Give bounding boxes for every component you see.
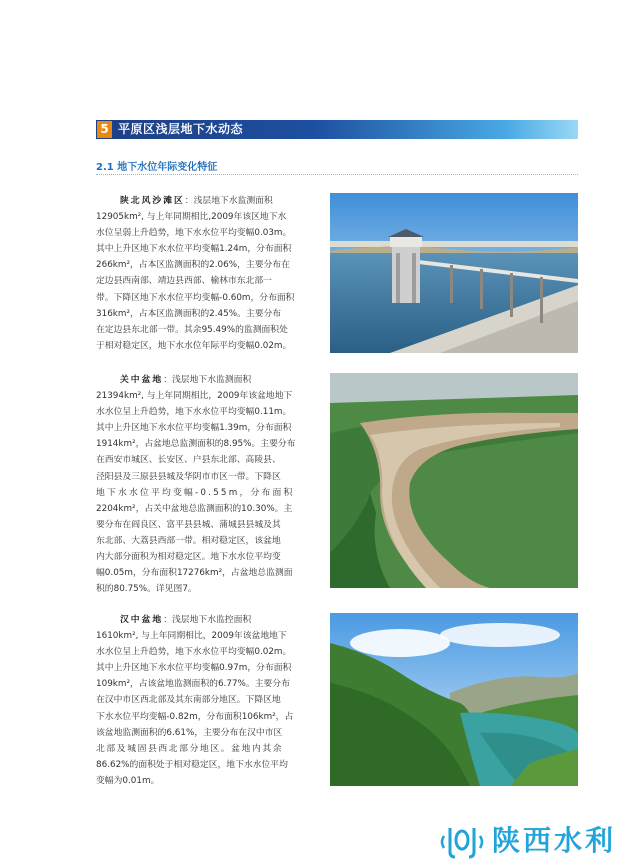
paragraph-line: 幅0.05m，分布面积17276km²，占盆地总监测面 <box>96 568 293 579</box>
paragraph-line: 北部及城固县西北部分地区。盆地内其余 <box>96 743 284 754</box>
paragraph-line: 在定边县东北部一带。其余95.49%的监测面积处 <box>96 324 288 335</box>
paragraph-line: 带。下降区地下水水位平均变幅-0.60m，分布面积 <box>96 292 295 303</box>
region-name: 关中盆地 <box>120 375 164 385</box>
subsection-title: 2.1 地下水位年际变化特征 <box>96 162 218 173</box>
valley-lake-photo <box>330 613 578 786</box>
paragraph-line: 1914km²，占盆地总监测面积的8.95%。主要分布 <box>96 439 296 450</box>
paragraph-guanzhong <box>96 372 318 597</box>
paragraph-line: 于相对稳定区，地下水水位年际平均变幅0.02m。 <box>96 340 292 351</box>
paragraph-line: 东北部、大荔县西部一带。相对稳定区，该盆地 <box>96 535 281 546</box>
paragraph-line: 水水位呈上升趋势，地下水水位平均变幅0.11m。 <box>96 407 292 418</box>
section-title: 平原区浅层地下水动态 <box>118 122 244 136</box>
paragraph-line: 陕北风沙滩区：浅层地下水监测面积 <box>120 196 273 206</box>
logo-text: 陕西水利 <box>492 824 617 857</box>
paragraph-line: 泾阳县及三原县县城及华阴市市区一带。下降区 <box>96 471 281 482</box>
paragraph-line: 109km²，占该盆地监测面积的6.77%。主要分布 <box>96 679 290 690</box>
paragraph-hanzhong <box>96 612 318 789</box>
paragraph-line: 2204km²，占关中盆地总监测面积的10.30%。主 <box>96 503 293 514</box>
paragraph-line: 其中上升区地下水水位平均变幅1.39m，分布面积 <box>96 423 292 434</box>
section-header <box>96 120 578 139</box>
paragraph-line: 地下水水位平均变幅-0.55m，分布面积 <box>96 487 295 498</box>
reservoir-photo <box>330 193 578 353</box>
paragraph-line: 汉中盆地：浅层地下水监控面积 <box>120 615 252 625</box>
paragraph-line: 266km²，占本区监测面积的2.06%，主要分布在 <box>96 260 290 271</box>
region-name: 汉中盆地 <box>120 615 164 625</box>
region-name: 陕北风沙滩区 <box>120 196 185 206</box>
subsection-divider <box>96 174 578 175</box>
paragraph-line: 其中上升区地下水水位平均变幅0.97m，分布面积 <box>96 663 292 674</box>
paragraph-line: 积的80.75%。详见图7。 <box>96 584 197 595</box>
paragraph-shaanbei <box>96 193 318 354</box>
section-number: 5 <box>97 121 112 138</box>
paragraph-line: 在汉中市区西北部及其东南部分地区。下降区地 <box>96 695 281 706</box>
paragraph-line: 关中盆地：浅层地下水监测面积 <box>120 375 252 385</box>
paragraph-line: 1610km², 与上年同期相比，2009年该盆地地下 <box>96 631 287 642</box>
paragraph-line: 水水位呈上升趋势，地下水水位平均变幅0.02m。 <box>96 647 292 658</box>
river-aerial-photo <box>330 373 578 588</box>
paragraph-line: 要分布在阎良区、富平县县城、蒲城县县城及其 <box>96 519 281 530</box>
paragraph-line: 12905km², 与上年同期相比,2009年该区地下水 <box>96 212 287 223</box>
paragraph-line: 变幅为0.01m。 <box>96 775 160 786</box>
shaanxi-water-logo <box>438 822 628 862</box>
paragraph-line: 316km²，占本区监测面积的2.45%。主要分布 <box>96 308 282 319</box>
paragraph-line: 该盆地监测面积的6.61%，主要分布在汉中市区 <box>96 727 283 738</box>
paragraph-line: 在西安市城区、长安区、户县东北部、高陵县、 <box>96 455 281 466</box>
paragraph-line: 21394km², 与上年同期相比，2009年该盆地地下 <box>96 391 293 402</box>
paragraph-line: 定边县西南部、靖边县西部、榆林市东北部一 <box>96 276 272 287</box>
paragraph-line: 86.62%的面积处于相对稳定区，地下水水位平均 <box>96 759 288 770</box>
paragraph-line: 下水水位平均变幅-0.82m，分布面积106km²，占 <box>96 711 294 722</box>
paragraph-line: 其中上升区地下水水位平均变幅1.24m，分布面积 <box>96 244 292 255</box>
water-drop-logo-icon <box>438 824 486 860</box>
paragraph-line: 内大部分面积为相对稳定区。地下水水位平均变 <box>96 552 281 563</box>
paragraph-line: 水位呈弱上升趋势，地下水水位平均变幅0.03m。 <box>96 228 292 239</box>
